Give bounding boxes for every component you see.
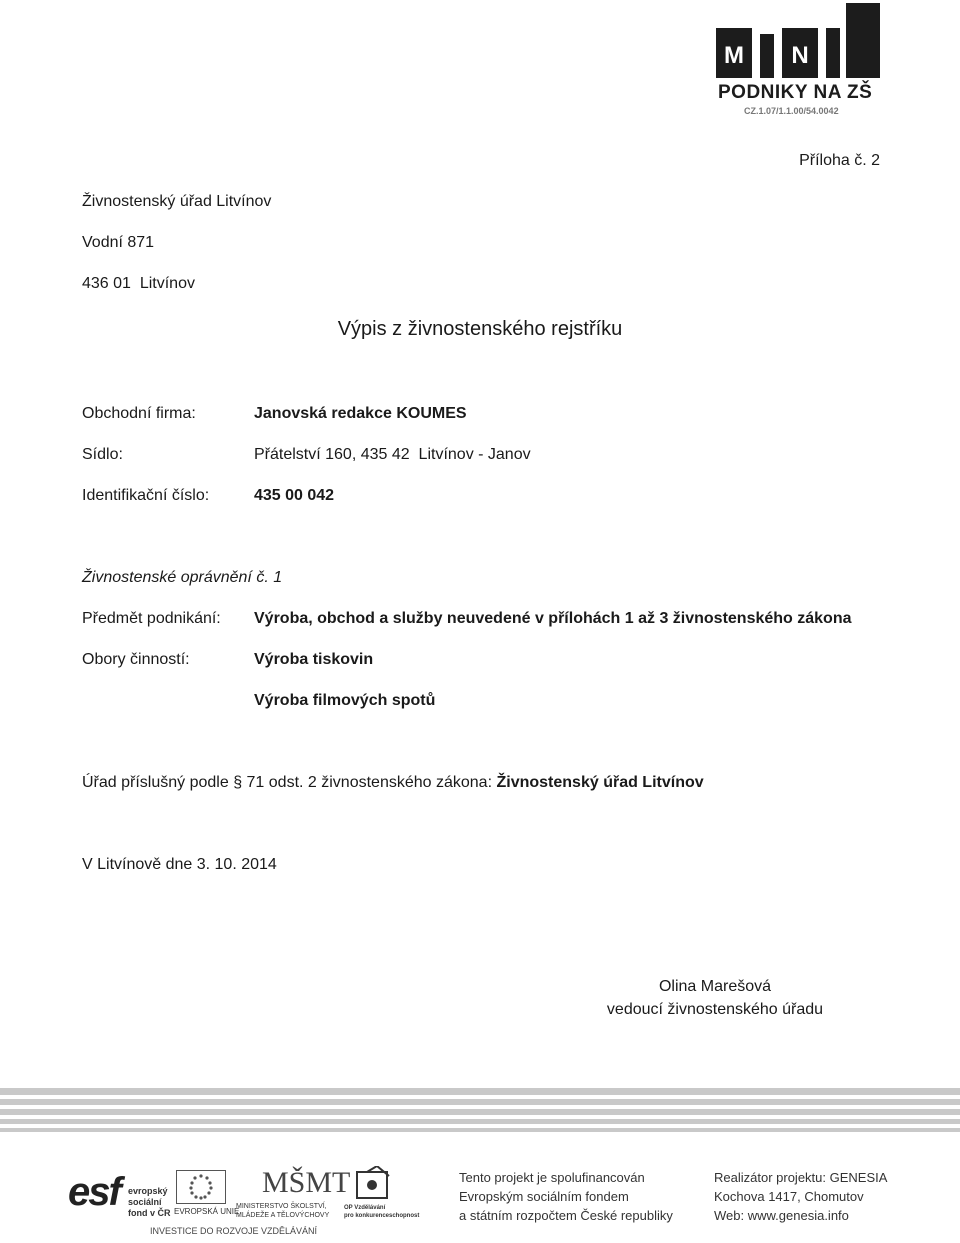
esf-mark: esf <box>68 1170 120 1214</box>
date-line: V Litvínově dne 3. 10. 2014 <box>82 856 277 873</box>
logo-code: CZ.1.07/1.1.00/54.0042 <box>744 106 839 116</box>
realizer-text: Realizátor projektu: GENESIA Kochova 1417, Chomutov Web: www.genesia.info <box>714 1170 888 1223</box>
logo-letter-m: M <box>716 28 752 78</box>
eu-text: EVROPSKÁ UNIE <box>174 1207 240 1216</box>
field-item: Výroba filmových spotů <box>254 692 436 709</box>
id-value: 435 00 042 <box>254 487 335 504</box>
authority-label: Úřad příslušný podle § 71 odst. 2 živnostenského zákona: <box>82 774 493 791</box>
op-vk-icon <box>355 1166 395 1202</box>
logo-letter-n: N <box>782 28 818 78</box>
authority-value: Živnostenský úřad Litvínov <box>496 774 704 791</box>
id-label: Identifikační číslo: <box>82 487 210 504</box>
firm-value: Janovská redakce KOUMES <box>254 405 467 422</box>
investment-slogan: INVESTICE DO ROZVOJE VZDĚLÁVÁNÍ <box>150 1226 318 1236</box>
signatory-role: vedoucí živnostenského úřadu <box>606 1001 824 1018</box>
op-text: OP Vzdělávání pro konkurenceschopnost <box>344 1205 420 1219</box>
firm-label: Obchodní firma: <box>82 405 196 422</box>
seat-value: Přátelství 160, 435 42 Litvínov - Janov <box>254 446 531 463</box>
subject-label: Předmět podnikání: <box>82 610 221 627</box>
logo-slot <box>846 3 882 78</box>
field-item: Výroba tiskovin <box>254 651 374 668</box>
annex-label: Příloha č. 2 <box>799 152 880 169</box>
license-heading: Živnostenské oprávnění č. 1 <box>82 569 283 586</box>
logo-title: PODNIKY NA ZŠ <box>718 82 873 103</box>
logo-bar <box>760 34 774 78</box>
fields-label: Obory činností: <box>82 651 190 668</box>
esf-text: evropský sociální fond v ČR <box>128 1186 171 1218</box>
office-name: Živnostenský úřad Litvínov <box>82 193 272 210</box>
msmt-mark: MŠMT <box>262 1166 351 1199</box>
authority-line <box>82 774 704 792</box>
project-funding-text: Tento projekt je spolufinancován Evropským sociálním fondem a státním rozpočtem České republiky <box>459 1170 673 1223</box>
office-city: 436 01 Litvínov <box>82 275 195 292</box>
seat-label: Sídlo: <box>82 446 123 463</box>
document-title: Výpis z živnostenského rejstříku <box>337 318 623 340</box>
msmt-text: MINISTERSTVO ŠKOLSTVÍ, MLÁDEŽE A TĚLOVÝCHOVY <box>236 1203 330 1219</box>
logo-bar <box>826 28 840 78</box>
office-street: Vodní 871 <box>82 234 155 251</box>
signatory-name: Olina Marešová <box>658 978 772 995</box>
subject-value: Výroba, obchod a služby neuvedené v přílohách 1 až 3 živnostenského zákona <box>254 610 852 627</box>
eu-flag-icon <box>176 1170 226 1204</box>
